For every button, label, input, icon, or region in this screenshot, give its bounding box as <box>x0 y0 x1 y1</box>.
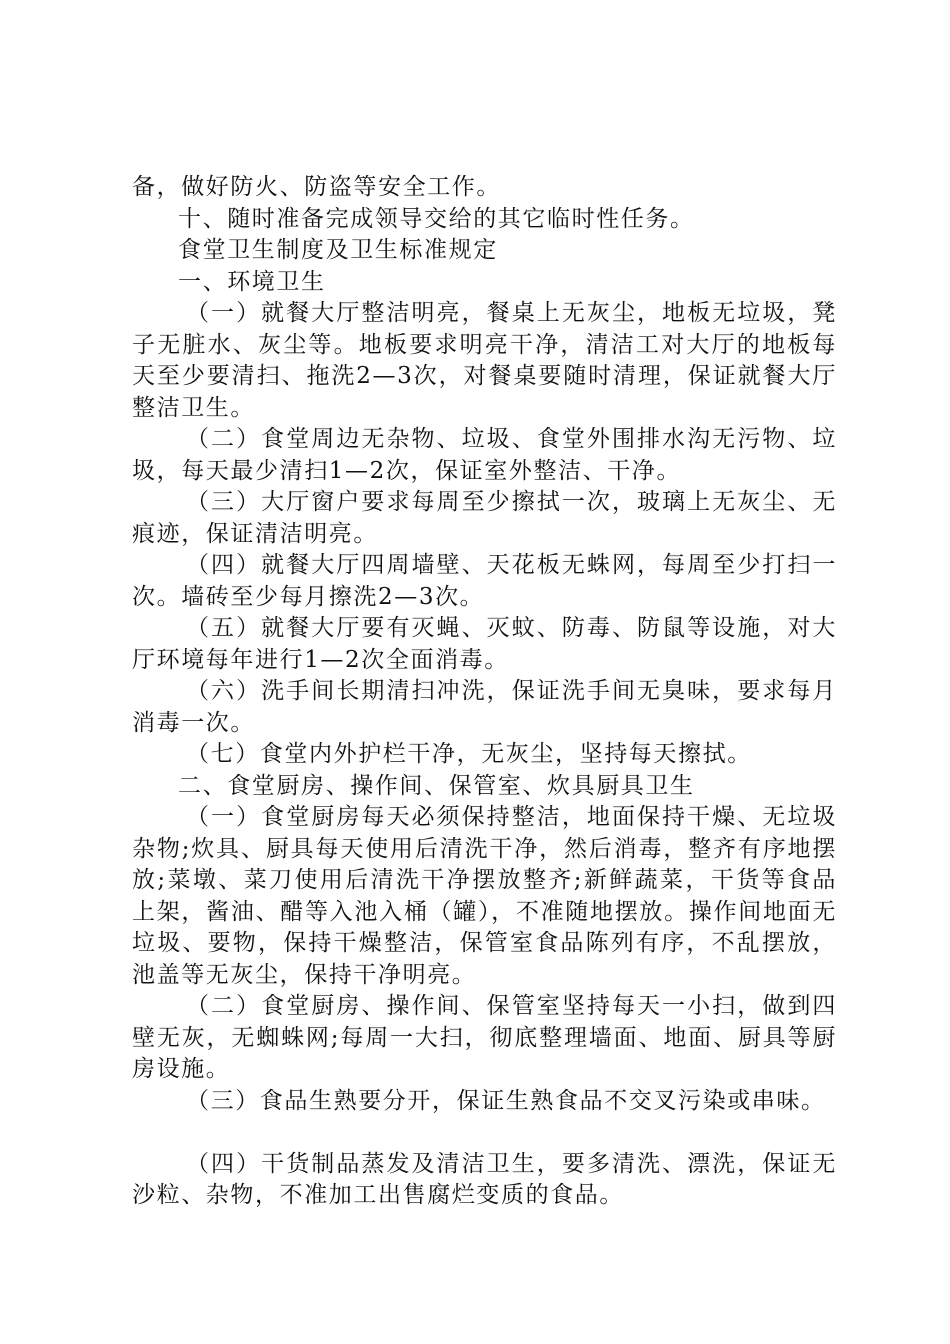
section-title: 食堂卫生制度及卫生标准规定 <box>178 237 498 263</box>
paragraph-env-3: （三）大厅窗户要求每周至少擦拭一次，玻璃上无灰尘、无痕迹，保证清洁明亮。 <box>132 489 837 547</box>
paragraph-env-7: （七）食堂内外护栏干净，无灰尘，坚持每天擦拭。 <box>186 741 752 767</box>
paragraph-env-4: （四）就餐大厅四周墙壁、天花板无蛛网，每周至少打扫一次。墙砖至少每月擦洗2—3次。 <box>132 552 837 610</box>
paragraph-kitchen-4: （四）干货制品蒸发及清洁卫生，要多清洗、漂洗，保证无沙粒、杂物，不准加工出售腐烂变质的食品。 <box>132 1150 837 1208</box>
section-heading-kitchen: 二、食堂厨房、操作间、保管室、炊具厨具卫生 <box>178 772 695 799</box>
paragraph-kitchen-2: （二）食堂厨房、操作间、保管室坚持每天一小扫，做到四壁无灰，无蜘蛛网;每周一大扫，彻底整理墙面、地面、厨具等厨房设施。 <box>132 993 837 1082</box>
paragraph-env-6: （六）洗手间长期清扫冲洗，保证洗手间无臭味，要求每月消毒一次。 <box>132 678 837 736</box>
section-heading-environment: 一、环境卫生 <box>178 268 326 295</box>
paragraph-kitchen-1: （一）食堂厨房每天必须保持整洁，地面保持干燥、无垃圾杂物;炊具、厨具每天使用后清洗干净，然后消毒，整齐有序地摆放;菜墩、菜刀使用后清洗干净摆放整齐;新鲜蔬菜，干货等食品上架，酱油、醋等入池入桶（罐），不准随地摆放。操作间地面无垃圾、要物，保持干燥整洁，保管室食品陈列有序，不乱摆放，池盖等无灰尘，保持干净明亮。 <box>132 804 837 988</box>
paragraph-env-2: （二）食堂周边无杂物、垃圾、食堂外围排水沟无污物、垃圾，每天最少清扫1—2次，保证室外整洁、干净。 <box>132 426 837 484</box>
paragraph-env-5: （五）就餐大厅要有灭蝇、灭蚊、防毒、防鼠等设施，对大厅环境每年进行1—2次全面消毒。 <box>132 615 837 673</box>
paragraph-continuation: 备，做好防火、防盗等安全工作。 <box>132 174 501 200</box>
paragraph-kitchen-3: （三）食品生熟要分开，保证生熟食品不交叉污染或串味。 <box>186 1087 826 1114</box>
paragraph-env-1: （一）就餐大厅整洁明亮，餐桌上无灰尘，地板无垃圾，凳子无脏水、灰尘等。地板要求明亮干净，清洁工对大厅的地板每天至少要清扫、拖洗2—3次，对餐桌要随时清理，保证就餐大厅整洁卫生。 <box>132 300 837 421</box>
document-body <box>132 172 837 1212</box>
paragraph-item-ten: 十、随时准备完成领导交给的其它临时性任务。 <box>178 205 695 232</box>
